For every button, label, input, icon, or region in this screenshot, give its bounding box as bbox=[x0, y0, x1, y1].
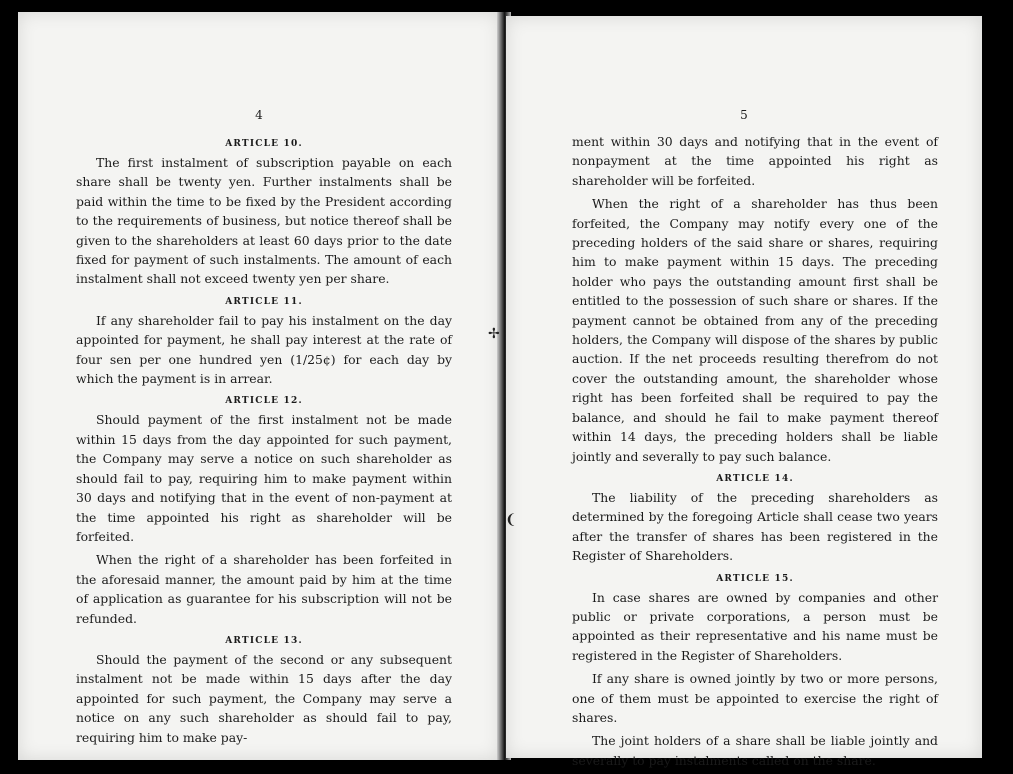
paragraph: Should payment of the first instalment not be made within 15 days from the day appointed for such payment, the Company may serve a notice on such shareholder as should fail to pay, requiring him to make payment within 30 days and notifying that in the event of non-payment at the time appointed his right as shareholder will be forfeited. bbox=[76, 412, 452, 544]
page-number: 5 bbox=[740, 108, 748, 122]
paragraph: If any shareholder fail to pay his instalment on the day appointed for payment, he shall pay interest at the rate of four sen per one hundred yen (1/25¢) for each day by which the payment is in arrear. bbox=[76, 312, 452, 387]
paragraph: In case shares are owned by companies and other public or private corporations, a person must be appointed as their representative and his name must be registered in the Register of Shareholders. bbox=[572, 589, 938, 663]
paragraph: When the right of a shareholder has thus been forfeited, the Company may notify every one of the preceding holders of the said share or shares, requiring him to make payment within 15 days. The preceding holder who pays the outstanding amount first shall be entitled to the possession of such share or shares. If the payment cannot be obtained from any of the preceding holders, the Company will dispose of the shares by public auction. If the net proceeds resulting therefrom do not cover the outstanding amount, the shareholder whose right has been forfeited shall be required to pay the balance, and should he fail to make payment thereof within 14 days, the preceding holders shall be liable jointly and severally to pay such balance. bbox=[572, 196, 938, 464]
article-heading: ARTICLE 14. bbox=[716, 473, 794, 484]
page-number: 4 bbox=[255, 108, 263, 122]
text-column bbox=[76, 134, 452, 751]
article-section bbox=[76, 632, 452, 747]
text-column bbox=[572, 132, 938, 774]
article-section bbox=[572, 570, 938, 771]
binding-mark: ✢ bbox=[488, 326, 500, 342]
continued-paragraph: ment within 30 days and notifying that in the event of nonpayment at the time appointed his right as shareholder will be forfeited. bbox=[572, 134, 938, 188]
paragraph: The first instalment of subscription payable on each share shall be twenty yen. Further instalments shall be paid within the time to be fixed by the President according to the requirements of business, but notice thereof shall be given to the shareholders at least 60 days prior to the date fixed for payment of such instalments. The amount of each instalment shall not exceed twenty yen per share. bbox=[76, 155, 452, 287]
right-page bbox=[506, 16, 982, 768]
article-heading: ARTICLE 10. bbox=[225, 139, 303, 149]
article-heading: ARTICLE 15. bbox=[716, 573, 794, 584]
article-heading: ARTICLE 12. bbox=[225, 396, 303, 407]
article-section bbox=[76, 293, 452, 389]
article-heading: ARTICLE 13. bbox=[225, 635, 303, 646]
paragraph: When the right of a shareholder has been forfeited in the aforesaid manner, the amount paid by him at the time of application as guarantee for his subscription will not be refunded. bbox=[76, 552, 452, 626]
article-section bbox=[572, 470, 938, 566]
paragraph: The liability of the preceding shareholders as determined by the foregoing Article shall cease two years after the transfer of shares has been registered in the Register of Shareholders. bbox=[572, 489, 938, 564]
paragraph: If any share is owned jointly by two or more persons, one of them must be appointed to exercise the right of shares. bbox=[572, 671, 938, 725]
article-heading: ARTICLE 11. bbox=[225, 296, 303, 307]
paragraph: Should the payment of the second or any subsequent instalment not be made within 15 days after the day appointed for such payment, the Company may serve a notice on any such shareholder as should fail to pay, requiring him to make pay- bbox=[76, 651, 452, 745]
paragraph: The joint holders of a share shall be liable jointly and severally to pay instalments called on the share. bbox=[572, 733, 938, 768]
binding-mark: ❨ bbox=[505, 512, 517, 528]
article-section bbox=[76, 135, 452, 289]
left-page bbox=[18, 12, 500, 760]
article-section bbox=[76, 392, 452, 627]
